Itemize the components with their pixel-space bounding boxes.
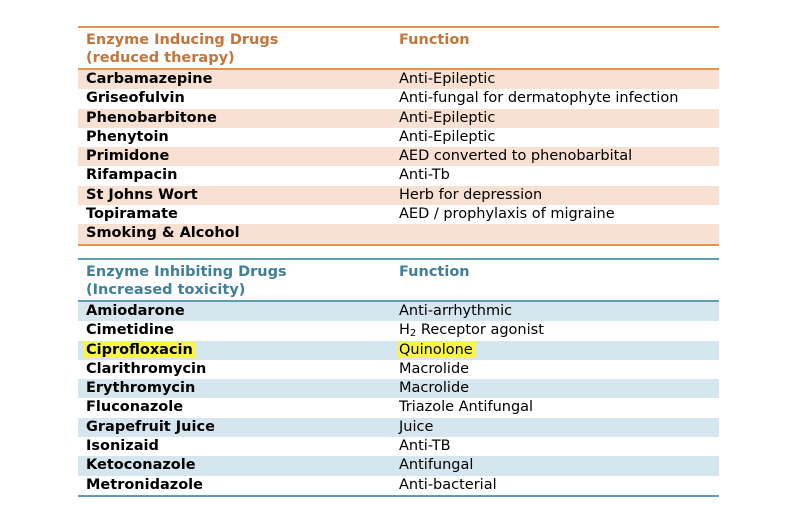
drug-function: Anti-Epileptic — [399, 109, 496, 126]
table-row — [78, 302, 719, 321]
drug-name: Grapefruit Juice — [86, 418, 215, 435]
table-row — [78, 89, 719, 108]
drug-name: Smoking & Alcohol — [86, 225, 240, 242]
drug-column-header: Enzyme Inducing Drugs (reduced therapy) — [86, 32, 279, 66]
drug-name: Griseofulvin — [86, 90, 185, 107]
drug-function: Anti-Epileptic — [399, 71, 496, 87]
drug-name: Metronidazole — [86, 476, 203, 493]
drug-function: Antifungal — [399, 457, 474, 474]
drug-function — [398, 224, 719, 243]
table-bottom-rule — [78, 244, 719, 246]
table-row — [78, 476, 719, 495]
table-row — [78, 109, 719, 128]
drug-name: Phenobarbitone — [86, 109, 217, 126]
drug-name: Fluconazole — [86, 399, 184, 416]
table-row — [78, 186, 719, 205]
table-row — [78, 418, 719, 437]
drug-function — [398, 341, 719, 360]
table-row — [78, 360, 719, 379]
drug-column-header: Enzyme Inhibiting Drugs (Increased toxicity) — [86, 264, 287, 298]
function-suffix: Receptor agonist — [416, 322, 544, 339]
highlighted-drug-name: Ciprofloxacin — [86, 341, 193, 358]
drug-function: Juice — [399, 418, 434, 435]
drug-name: Amiodarone — [86, 303, 185, 319]
table-row — [78, 437, 719, 456]
table-row — [78, 166, 719, 185]
table-header — [78, 260, 719, 300]
drug-name: Phenytoin — [86, 128, 169, 145]
table-row — [78, 128, 719, 147]
table-header — [78, 28, 719, 68]
table-row — [78, 147, 719, 166]
table-row — [78, 70, 719, 89]
enzyme-inhibiting-table — [78, 258, 719, 497]
highlighted-drug-function: Quinolone — [399, 341, 473, 358]
drug-name: Rifampacin — [86, 167, 178, 184]
function-column-header: Function — [399, 32, 470, 48]
drug-function: Macrolide — [399, 360, 470, 377]
table-row — [78, 398, 719, 417]
drug-name: Carbamazepine — [86, 71, 213, 87]
drug-function: AED converted to phenobarbital — [399, 148, 633, 165]
enzyme-inducing-table — [78, 26, 719, 246]
drug-name: Erythromycin — [86, 380, 196, 397]
table-row — [78, 205, 719, 224]
drug-function — [398, 321, 719, 340]
function-prefix: H — [399, 322, 410, 339]
table-row — [78, 456, 719, 475]
drug-function: Anti-bacterial — [399, 476, 497, 493]
drug-function: Anti-arrhythmic — [399, 303, 513, 319]
table-row — [78, 321, 719, 340]
drug-function: Anti-TB — [399, 438, 451, 455]
table-row — [78, 224, 719, 243]
drug-function: Anti-Tb — [399, 167, 450, 184]
drug-function: Herb for depression — [399, 186, 543, 203]
function-subscript: 2 — [409, 328, 417, 340]
drug-function: Anti-fungal for dermatophyte infection — [399, 90, 679, 107]
drug-name: Topiramate — [86, 206, 178, 223]
drug-name: Clarithromycin — [86, 360, 207, 377]
drug-function: Anti-Epileptic — [399, 128, 496, 145]
drug-name: Ketoconazole — [86, 457, 196, 474]
drug-name: Primidone — [86, 148, 170, 165]
drug-function: AED / prophylaxis of migraine — [399, 206, 615, 223]
drug-name — [78, 341, 398, 360]
drug-function: Triazole Antifungal — [399, 399, 534, 416]
drug-function: Macrolide — [399, 380, 470, 397]
function-column-header: Function — [399, 264, 470, 280]
table-bottom-rule — [78, 495, 719, 497]
table-row — [78, 379, 719, 398]
drug-name: St Johns Wort — [86, 186, 198, 203]
table-row-highlighted — [78, 341, 719, 360]
drug-name: Cimetidine — [86, 322, 174, 339]
drug-name: Isonizaid — [86, 438, 159, 455]
